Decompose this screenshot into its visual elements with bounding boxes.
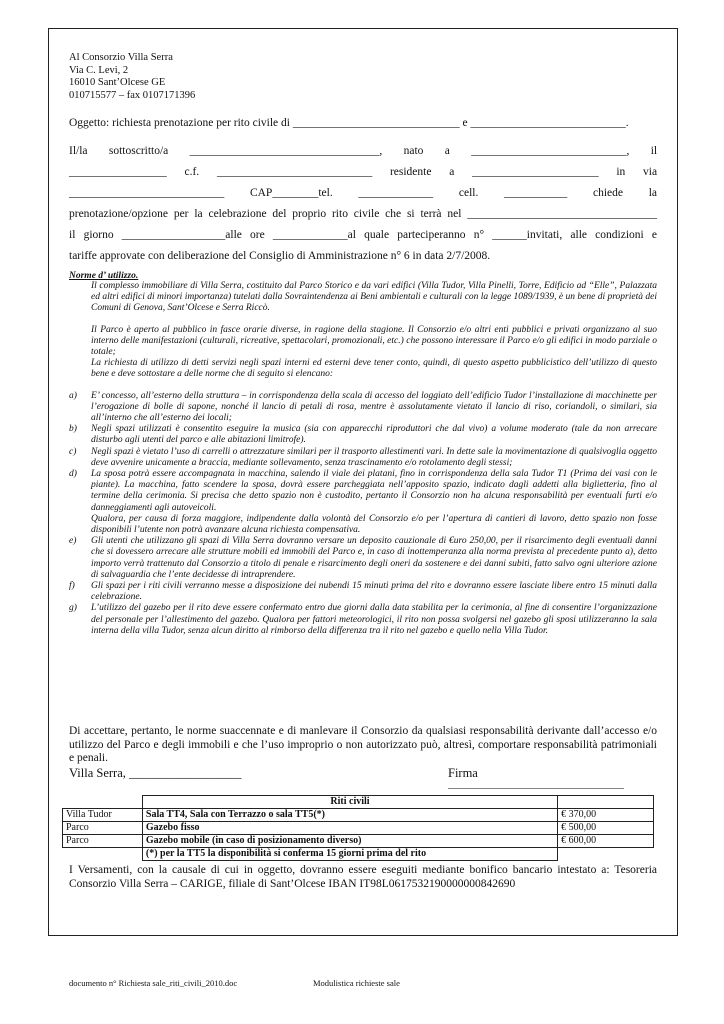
form-text: condizioni (595, 229, 644, 241)
rule-text: Qualora, per causa di forza maggiore, indipendente dalla volontà del Consorzio e/o per l’apertura di cantieri di lavoro, detto spazio non fosse disponibili l’utente non potrà avanzare alcuna richiesta compensativa. (91, 513, 657, 536)
time-field[interactable]: _____________al (272, 229, 356, 241)
residence-field[interactable]: ______________________ (472, 166, 599, 178)
form-text: nato (403, 145, 424, 157)
norme-paragraph: La richiesta di utilizzo di detti servizi negli spazi interni ed esterni deve tener conto, quindi, di questo aspetto pubblicistico dell’utilizzo di questo bene e deve sottostare a delle norme che di seguito si elencano: (91, 358, 657, 380)
recipient-address (69, 52, 657, 102)
table-cell: Villa Tudor (63, 809, 143, 822)
form-text: il (69, 229, 76, 241)
table-header: Riti civili (142, 796, 557, 809)
rule-item (69, 603, 657, 637)
phone-field[interactable]: _____________ (358, 187, 434, 199)
table-cell: Parco (63, 822, 143, 835)
address-line: 010715577 – fax 0107171396 (69, 89, 196, 101)
table-cell (63, 848, 143, 861)
acceptance-paragraph: Di accettare, pertanto, le norme suaccennate e di manlevare il Consorzio da qualsiasi responsabilità derivante dall’accesso e/o utilizzo del Parco e degli immobili e che l’uso improprio o non autorizzato può, altresì, comportare responsabilità patrimoniali e penali. (69, 725, 657, 764)
rule-label: c) (69, 446, 77, 457)
norme-title: Norme d’ utilizzo. (69, 271, 139, 281)
table-header-row (63, 796, 654, 809)
signature-line[interactable]: ________________________________ (448, 778, 624, 790)
name-field[interactable]: _________________________________, (189, 145, 383, 157)
table-note-row (63, 848, 654, 861)
form-text: residente (389, 166, 432, 178)
table-row (63, 835, 654, 848)
form-text: in (616, 166, 626, 178)
rule-item (69, 581, 657, 603)
table-cell (558, 796, 654, 809)
form-text: c.f. (184, 166, 200, 178)
table-cell: Sala TT4, Sala con Terrazzo o sala TT5(*) (142, 809, 557, 822)
date-field[interactable]: __________________alle (121, 229, 242, 241)
rule-label: g) (69, 603, 77, 614)
rule-text: Gli utenti che utilizzano gli spazi di Villa Serra dovranno versare un deposito cauzionale di €uro 250,00, per il risarcimento degli eventuali danni che si dovessero arrecare alle strutture mobili ed immobili del Parco e, in caso di inottemperanza alla norma prevista al precedente punto a), detto importo verrà trattenuto dal Consorzio a titolo di penale e risarcimento degli oneri da sostenere e dei danni subiti, fatto salvo ogni ulteriore azione di salvaguardia che l’ente decidesse di intraprendere. (91, 536, 657, 580)
birthdate-field[interactable]: _________________ (69, 166, 167, 178)
street-field[interactable]: ___________________________ (69, 187, 225, 199)
form-text: ore (250, 229, 265, 241)
table-cell: € 600,00 (558, 835, 654, 848)
birthplace-field[interactable]: ___________________________, (471, 145, 630, 157)
form-line-5 (69, 229, 657, 241)
address-line: 16010 Sant’Olcese GE (69, 77, 166, 88)
form-line-3 (69, 187, 657, 199)
subject-line: Oggetto: richiesta prenotazione per rito civile di _____________________________ e ___________________________. (69, 117, 629, 129)
rule-item (69, 424, 657, 446)
form-line-1 (69, 145, 657, 157)
cap-phone-field[interactable]: CAP________tel. (249, 187, 333, 199)
form-text: sottoscritto/a (108, 145, 169, 157)
form-text: prenotazione/opzione per la celebrazione del proprio rito civile che si terrà nel (69, 208, 462, 220)
rule-text: E’ concesso, all’esterno della struttura – in corrispondenza della scala di accesso del loggiato dell’edificio Tudor l’installazione di macchinette per l’erogazione di bolle di sapone, nonché il lancio di petali di rosa, mentre è assolutamente vietato il lancio di riso, coriandoli, o similari, sia all’interno che all’esterno dei locali; (91, 390, 657, 424)
table-cell: Gazebo fisso (142, 822, 557, 835)
table-row (63, 822, 654, 835)
guests-field[interactable]: ______invitati, (492, 229, 563, 241)
rule-item (69, 536, 657, 581)
rule-item (69, 469, 657, 514)
form-line-4 (69, 208, 657, 220)
footer-doc-name: documento n° Richiesta sale_riti_civili_2010.doc (69, 978, 238, 988)
rule-text: La sposa potrà essere accompagnata in macchina, salendo il viale dei platani, fino in corrispondenza della sala Tudor T1 (Prima dei vasi con le piante). La macchina, fatto scendere la sposa, dovrà essere parcheggiata nell’apposito spazio, indicato dagli addetti alla biglietteria, fino al termine della cerimonia. Si precisa che detto spazio non è custodito, pertanto il Consorzio non ha alcuna responsabilità per eventuali furti e/o danneggiamenti agli autoveicoli. (91, 469, 657, 513)
form-text: parteciperanno (397, 229, 466, 241)
form-line-2 (69, 166, 657, 178)
norme-paragraph: Il Parco è aperto al pubblico in fasce orarie diverse, in ragione della stagione. Il Consorzio e/o altri enti pubblici e privati organizzano al suo interno delle manifestazioni (culturali, ricreative, spettacolari, promozionali, etc.) che possono interessare il Parco e/o gli edifici in modo parziale o totale; (91, 324, 657, 358)
rule-label: a) (69, 390, 77, 401)
form-text: giorno (83, 229, 114, 241)
table-cell: € 500,00 (558, 822, 654, 835)
form-text: chiede (593, 187, 624, 199)
table-cell (558, 848, 654, 861)
payment-paragraph: I Versamenti, con la causale di cui in oggetto, dovranno essere eseguiti mediante bonifico bancario intestato a: Tesoreria Consorzio Villa Serra – CARIGE, filiale di Sant’Olcese IBAN IT98L0617532190000000842690 (69, 864, 657, 890)
rule-text: L’utilizzo del gazebo per il rito deve essere confermato entro due giorni dalla data stabilita per la cerimonia, al fine di consentire l’organizzazione del personale per l’allestimento del gazebo. Qualora per fattori meteorologici, il rito non possa svolgersi nel gazebo gli sposi utilizzeranno la sala interna della villa Tudor, senza alcun diritto al rimborso della differenza tra il rito nel gazebo e quello nella Villa Tudor. (91, 603, 657, 636)
venue-field[interactable]: _________________________________ (467, 208, 657, 220)
form-text: a (449, 166, 455, 178)
table-note: (*) per la TT5 la disponibilità si conferma 15 giorni prima del rito (142, 848, 557, 861)
rule-label: d) (69, 469, 77, 480)
table-cell: Parco (63, 835, 143, 848)
footer-category: Modulistica richieste sale (313, 978, 400, 988)
tax-code-field[interactable]: ___________________________ (216, 166, 373, 178)
place-date[interactable]: Villa Serra, __________________ (69, 766, 242, 780)
rule-label: f) (69, 581, 75, 592)
rule-item (69, 391, 657, 425)
address-line: Al Consorzio Villa Serra (69, 52, 173, 63)
rule-item (69, 514, 657, 536)
rule-label: e) (69, 536, 77, 547)
rule-item (69, 447, 657, 469)
form-text: Il/la (69, 145, 88, 157)
table-cell: Gazebo mobile (in caso di posizionamento diverso) (142, 835, 557, 848)
form-text: la (648, 187, 658, 199)
signature-label: Firma (448, 766, 478, 780)
form-text: e (651, 229, 657, 241)
table-cell: € 370,00 (558, 809, 654, 822)
form-text: a (444, 145, 450, 157)
form-text: n° (473, 229, 485, 241)
document-body (69, 52, 657, 102)
address-line: Via C. Levi, 2 (69, 64, 129, 76)
form-text: via (643, 166, 658, 178)
table-cell (63, 796, 143, 809)
form-line-6: tariffe approvate con deliberazione del Consiglio di Amministrazione n° 6 in data 2/7/2008. (69, 250, 491, 262)
rule-text: Negli spazi è vietato l’uso di carrelli o attrezzature similari per il trasporto allestimenti vari. In dette sale la movimentazione di qualsivoglia oggetto deve avvenire unicamente a braccia, mediante sollevamento, senza trascinamento e/o rotolamento degli stessi; (91, 446, 657, 468)
form-text: il (650, 145, 658, 157)
rule-text: Negli spazi utilizzati è consentito eseguire la musica (sia con apparecchi riproduttori che dal vivo) a volume moderato (tale da non arrecare disturbo agli utenti del parco e alle abitazioni limitrofe). (91, 424, 657, 446)
form-text: alle (570, 229, 587, 241)
norme-paragraph: Il complesso immobiliare di Villa Serra, costituito dal Parco Storico e da vari edifici (Villa Tudor, Villa Pinelli, Torre, Edificio ad “Elle”, Palazzata ed altri edifici di minori importanza) tutelati dalla Sovraintendenza ai Beni ambientali e culturali con la legge 1089/1939, è un bene di proprietà dei Comuni di Genova, Sant’Olcese e Serra Riccò. (91, 281, 657, 314)
table-row (63, 809, 654, 822)
norme-section (69, 271, 657, 637)
rule-text: Gli spazi per i riti civili verranno messe a disposizione dei nubendi 15 minuti prima del rito e dovranno essere lasciate libere entro 15 minuti dalla celebrazione. (91, 581, 657, 603)
fees-table (62, 795, 654, 861)
mobile-field[interactable]: ___________ (504, 187, 568, 199)
form-text: cell. (458, 187, 479, 199)
form-text: quale (364, 229, 390, 241)
rule-label: b) (69, 424, 77, 435)
